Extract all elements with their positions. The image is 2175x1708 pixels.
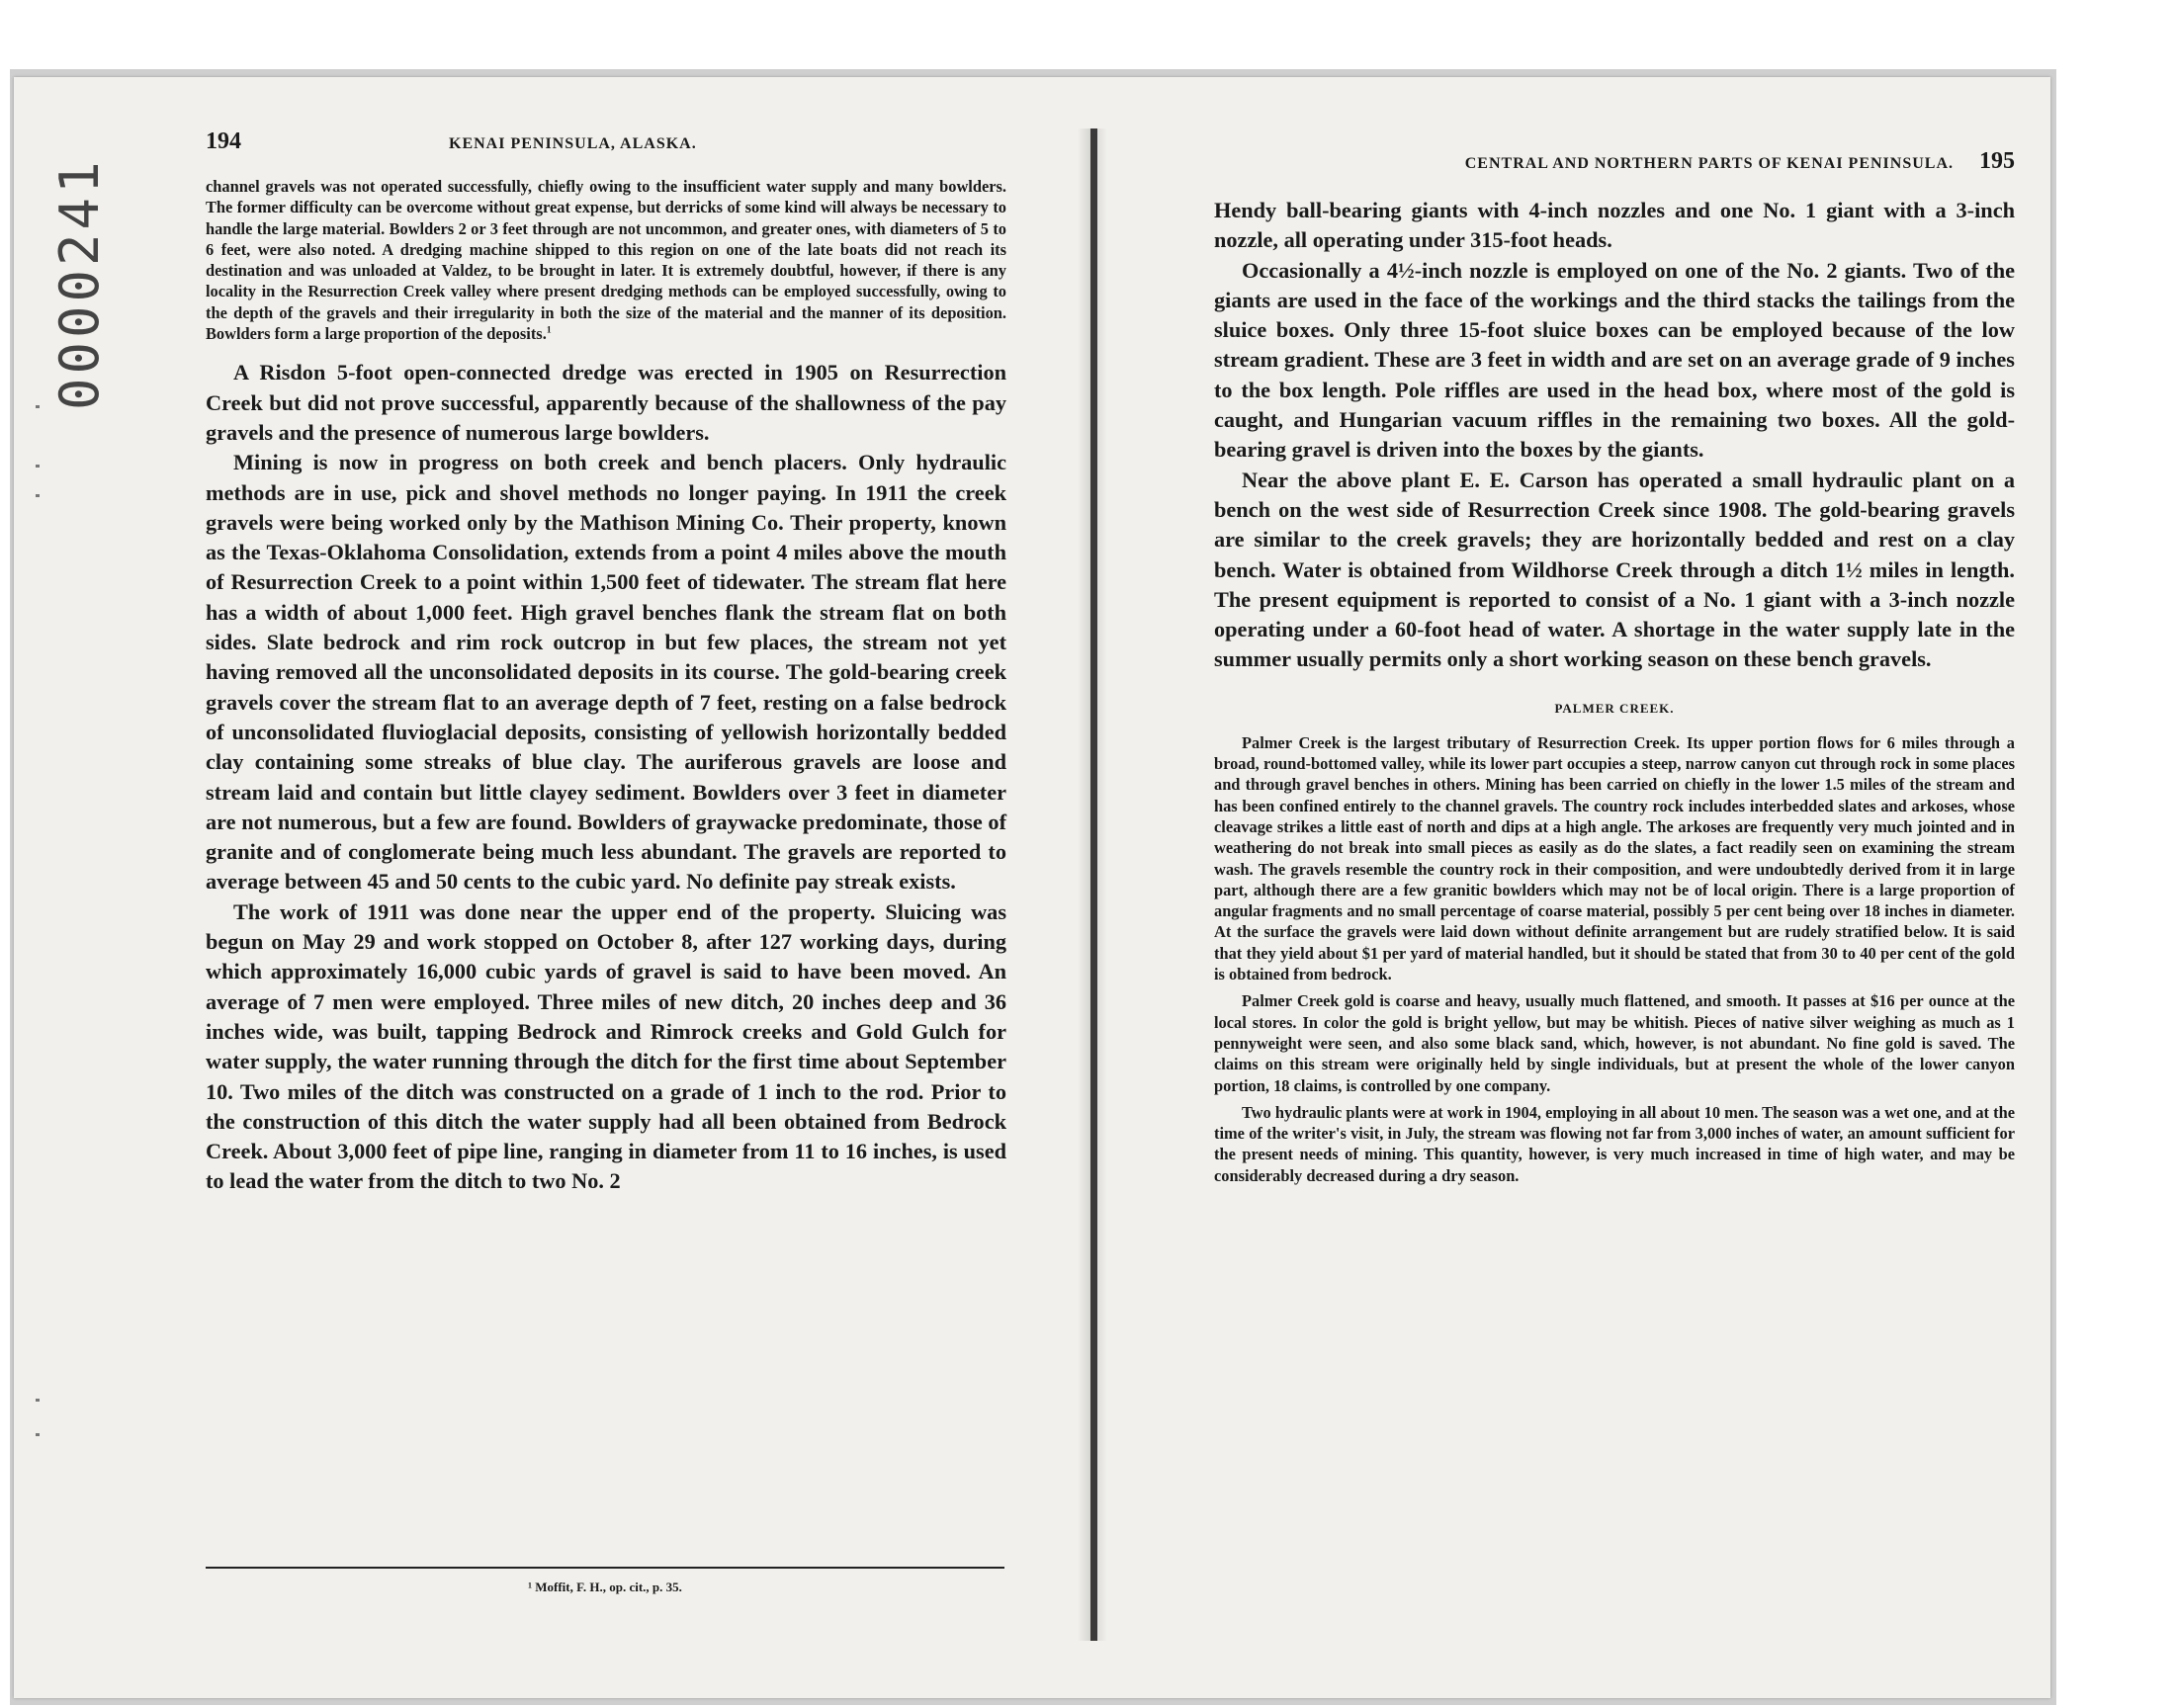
left-page-header <box>206 128 1006 162</box>
scan-speck <box>36 405 40 408</box>
continuation-paragraph <box>206 176 1006 344</box>
page-number: 195 <box>1979 148 2015 174</box>
right-page <box>1214 148 2015 1631</box>
body-paragraph: Hendy ball-bearing giants with 4-inch nozzles and one No. 1 giant with a 3-inch nozzle, all operating under 315-foot heads. <box>1214 198 2015 253</box>
spacer <box>206 344 1006 358</box>
continuation-text: channel gravels was not operated successfully, chiefly owing to the insufficient water supply and many bowlders. The former difficulty can be overcome without great expense, but derricks of some kind will always be necessary to handle the large material. Bowlders 2 or 3 feet through are not uncommon, and greater ones, with diameters of 5 to 6 feet, were also noted. A dredging machine shipped to this region on one of the late boats did not reach its destination and was unloaded at Valdez, to be brought in later. It is extremely doubtful, however, if there is any locality in the Resurrection Creek valley where present dredging methods can be employed successfully, owing to the depth of the gravels and their irregularity in both the size of the material and the manner of its deposition. Bowlders form a large proportion of the deposits. <box>206 177 1006 344</box>
running-head: CENTRAL AND NORTHERN PARTS OF KENAI PENINSULA. <box>1464 155 1954 172</box>
body-paragraph: The work of 1911 was done near the upper end of the property. Sluicing was begun on May 29 and work stopped on October 8, after 127 working days, during which approximately 16,000 cubic yards of gravel is said to have been moved. An average of 7 men were employed. Three miles of new ditch, 20 inches deep and 36 inches wide, was built, tapping Bedrock and Rimrock creeks and Gold Gulch for water supply, the water running through the ditch for the first time about September 10. Two miles of the ditch was constructed on a grade of 1 inch to the rod. Prior to the construction of this ditch the water supply had all been obtained from Bedrock Creek. About 3,000 feet of pipe line, ranging in diameter from 11 to 16 inches, is used to lead the water from the ditch to two No. 2 <box>206 898 1006 1194</box>
section-paragraph: Two hydraulic plants were at work in 1904, employing in all about 10 men. The season was a wet one, and at the time of the writer's visit, in July, the stream was flowing not far from 3,000 inches of water, an amount sufficient for the present needs of mining. This quantity, however, is very much increased in time of high water, and may be considerably decreased during a dry season. <box>1214 1102 2015 1185</box>
body-paragraph: Occasionally a 4½-inch nozzle is employed on one of the No. 2 giants. Two of the giants are used in the face of the workings and the third stacks the tailings from the sluice boxes. Only three 15-foot sluice boxes can be employed because of the low stream gradient. These are 3 feet in width and are set on an average grade of 9 inches to the box length. Pole riffles are used in the head box, where most of the gold is caught, and Hungarian vacuum riffles in the remaining two boxes. All the gold-bearing gravel is driven into the boxes by the giants. <box>1214 257 2015 463</box>
section-heading: PALMER CREEK. <box>1554 700 1675 716</box>
running-head: KENAI PENINSULA, ALASKA. <box>449 135 697 152</box>
footnote: ¹ Moffit, F. H., op. cit., p. 35. <box>528 1580 682 1594</box>
section-paragraph: Palmer Creek is the largest tributary of Resurrection Creek. Its upper portion flows for 6 miles through a broad, round-bottomed valley, while its lower part occupies a steep, narrow canyon cut through rock in some places and through gravel benches in others. Mining has been carried on chiefly in the lower 1.5 miles of the stream and has been confined entirely to the channel gravels. The country rock includes interbedded slates and arkoses, whose cleavage strikes a little east of north and dips at a high angle. The arkoses are frequently very much jointed and in weathering do not break into small pieces as easily as do the slates, a fact readily seen on examining the stream wash. The gravels resemble the country rock in their composition, and were undoubtedly derived from it in large part, although there are a few granitic bowlders which may not be of local origin. There is a large proportion of angular fragments and no small percentage of coarse material, possibly 5 per cent being over 18 inches in diameter. At the surface the gravels were laid down without definite arrangement but are rudely stratified below. It is said that they yield about $1 per yard of material handled, but it should be stated that from 30 to 40 per cent of the gold is obtained from bedrock. <box>1214 732 2015 984</box>
section-paragraph: Palmer Creek gold is coarse and heavy, usually much flattened, and smooth. It passes at $16 per ounce at the local stores. In color the gold is bright yellow, but may be whitish. Pieces of native silver weighing as much as 1 pennyweight were seen, and also some black sand, which, however, is not abundant. No fine gold is saved. The claims on this stream were originally held by single individuals, but at present the whole of the lower canyon portion, 18 claims, is controlled by one company. <box>1214 991 2015 1095</box>
stamp-number: 0000241 <box>48 157 111 410</box>
right-page-header <box>1214 148 2015 182</box>
scan-speck <box>36 494 40 497</box>
scan-speck <box>36 465 40 468</box>
body-paragraph: Near the above plant E. E. Carson has operated a small hydraulic plant on a bench on the west side of Resurrection Creek since 1908. The gold-bearing gravels are similar to the creek gravels; they are horizontally bedded and rest on a clay bench. Water is obtained from Wildhorse Creek through a ditch 1½ miles in length. The present equipment is reported to consist of a No. 1 giant with a 3-inch nozzle operating under a 60-foot head of water. A shortage in the water supply late in the summer usually permits only a short working season on these bench gravels. <box>1214 467 2015 672</box>
scan-speck <box>36 1399 40 1402</box>
footnote-rule <box>206 1567 1004 1569</box>
page-number: 194 <box>206 128 241 154</box>
archive-stamp <box>44 157 142 425</box>
left-page <box>206 128 1006 1631</box>
book-gutter <box>1090 128 1097 1641</box>
footnote-marker: 1 <box>546 324 552 336</box>
scan-speck <box>36 1433 40 1436</box>
body-paragraph: A Risdon 5-foot open-connected dredge was erected in 1905 on Resurrection Creek but did not prove successful, apparently because of the shallowness of the pay gravels and the presence of numerous large bowlders. <box>206 360 1006 445</box>
body-paragraph: Mining is now in progress on both creek and bench placers. Only hydraulic methods are in use, pick and shovel methods no longer paying. In 1911 the creek gravels were being worked only by the Mathison Mining Co. Their property, known as the Texas-Oklahoma Consolidation, extends from a point 4 miles above the mouth of Resurrection Creek to a point within 1,500 feet of tidewater. The stream flat here has a width of about 1,000 feet. High gravel benches flank the stream flat on both sides. Slate bedrock and rim rock outcrop in but few places, the stream not yet having removed all the unconsolidated deposits in its course. The gold-bearing creek gravels cover the stream flat to an average depth of 7 feet, resting on a false bedrock of unconsolidated fluvioglacial deposits, consisting of yellowish horizontally bedded clay containing some streaks of blue clay. The auriferous gravels are loose and stream laid and contain but little clayey sediment. Bowlders over 3 feet in diameter are not numerous, but a few are found. Bowlders of graywacke predominate, those of granite and of conglomerate being much less abundant. The gravels are reported to average between 45 and 50 cents to the cubic yard. No definite pay streak exists. <box>206 450 1006 895</box>
